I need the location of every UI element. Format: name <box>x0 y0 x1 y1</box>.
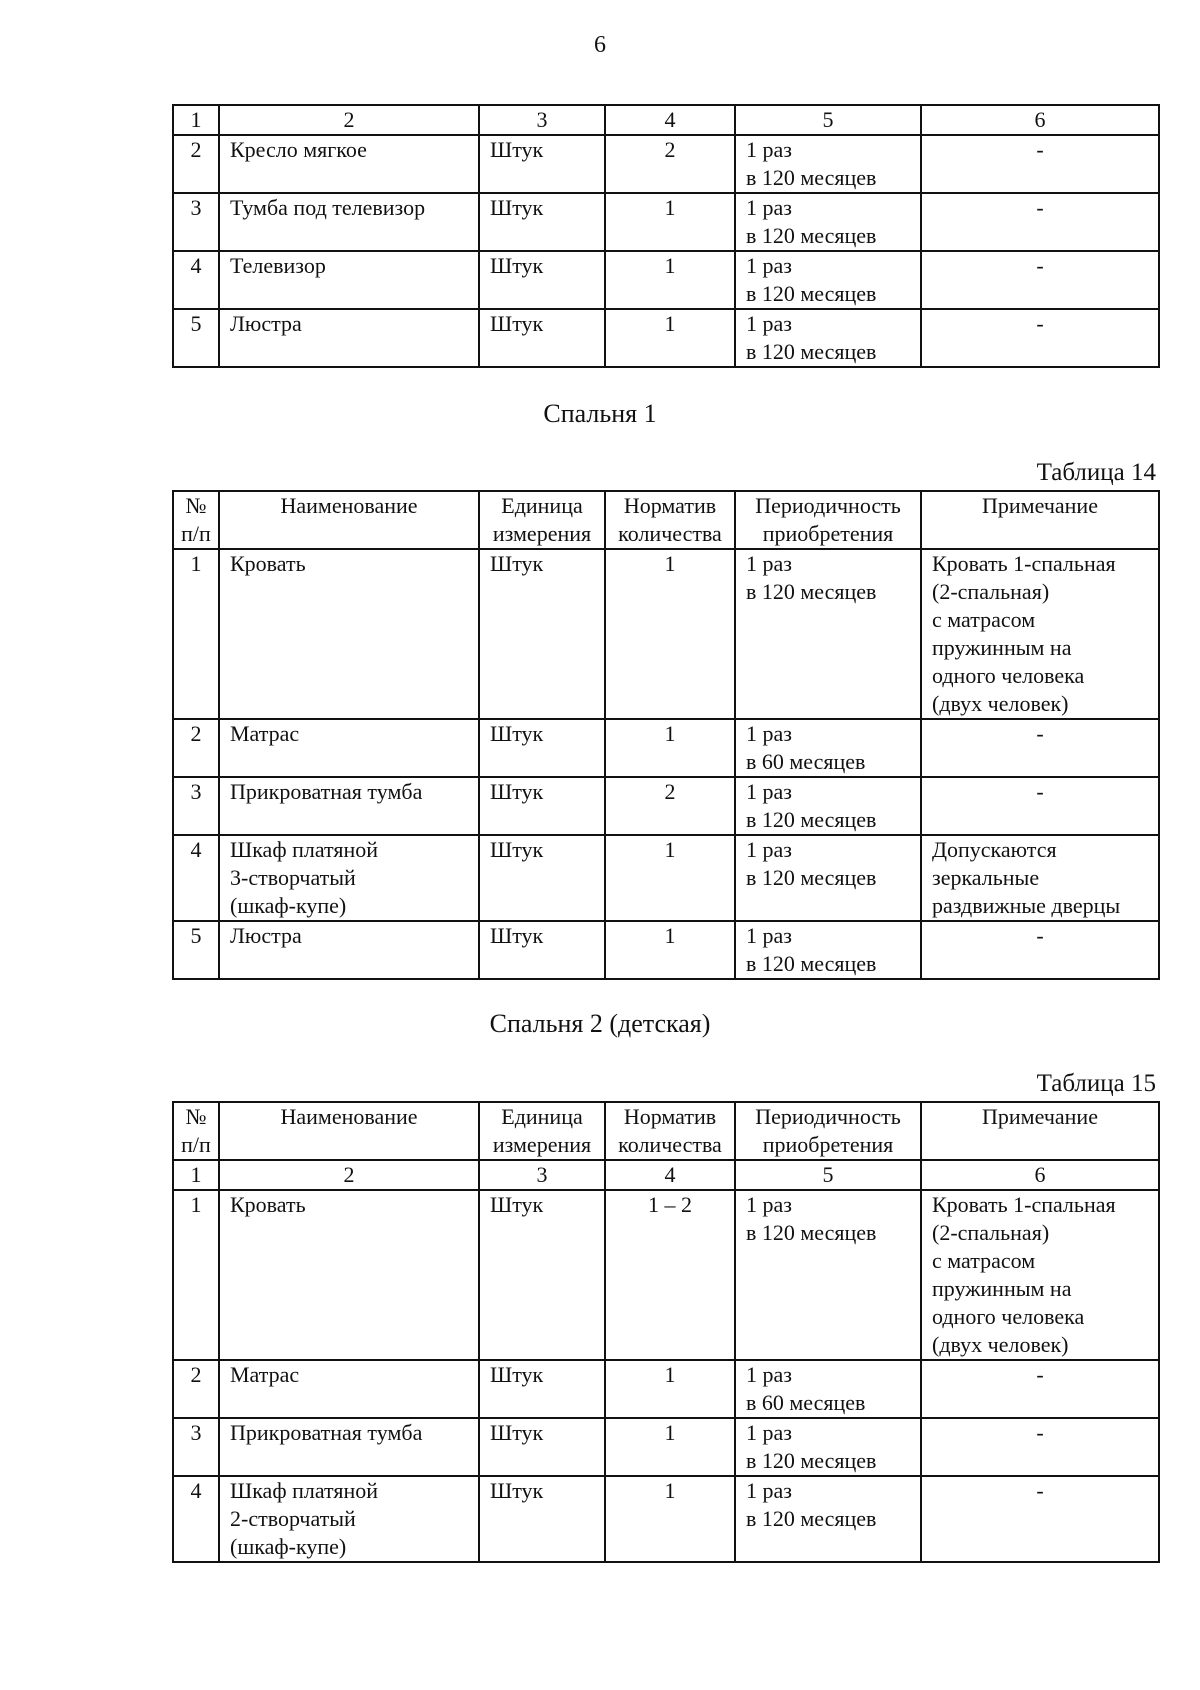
row-number: 4 <box>173 251 219 309</box>
row-number: 2 <box>173 719 219 777</box>
column-number: 3 <box>479 1160 605 1190</box>
item-note: - <box>921 1418 1159 1476</box>
item-unit: Штук <box>479 549 605 719</box>
row-number: 4 <box>173 1476 219 1562</box>
item-note: Кровать 1-спальная (2-спальная) с матрасом пружинным на одного человека (двух человек) <box>921 1190 1159 1360</box>
column-number: 2 <box>219 1160 479 1190</box>
item-note: Кровать 1-спальная (2-спальная) с матрасом пружинным на одного человека (двух человек) <box>921 549 1159 719</box>
column-number: 6 <box>921 105 1159 135</box>
item-name: Шкаф платяной 3-створчатый (шкаф-купе) <box>219 835 479 921</box>
item-note: - <box>921 777 1159 835</box>
item-unit: Штук <box>479 1190 605 1360</box>
item-unit: Штук <box>479 719 605 777</box>
item-unit: Штук <box>479 135 605 193</box>
item-period: 1 раз в 120 месяцев <box>735 309 921 367</box>
column-number: 3 <box>479 105 605 135</box>
header-num: № п/п <box>173 491 219 549</box>
item-name: Люстра <box>219 309 479 367</box>
item-name: Матрас <box>219 1360 479 1418</box>
header-name: Наименование <box>219 491 479 549</box>
header-note: Примечание <box>921 1102 1159 1160</box>
table-row <box>173 719 1159 777</box>
column-number: 2 <box>219 105 479 135</box>
column-number-row <box>173 105 1159 135</box>
header-num: № п/п <box>173 1102 219 1160</box>
row-number: 2 <box>173 1360 219 1418</box>
item-unit: Штук <box>479 777 605 835</box>
column-number-row <box>173 1160 1159 1190</box>
item-unit: Штук <box>479 1418 605 1476</box>
item-quantity: 1 <box>605 193 735 251</box>
column-number: 1 <box>173 105 219 135</box>
table-15 <box>172 1101 1160 1563</box>
table-row <box>173 921 1159 979</box>
table-header-row <box>173 491 1159 549</box>
item-name: Телевизор <box>219 251 479 309</box>
item-period: 1 раз в 120 месяцев <box>735 549 921 719</box>
item-name: Шкаф платяной 2-створчатый (шкаф-купе) <box>219 1476 479 1562</box>
header-note: Примечание <box>921 491 1159 549</box>
item-name: Прикроватная тумба <box>219 777 479 835</box>
item-quantity: 1 <box>605 1360 735 1418</box>
item-quantity: 1 <box>605 309 735 367</box>
item-name: Матрас <box>219 719 479 777</box>
item-note: Допускаются зеркальные раздвижные дверцы <box>921 835 1159 921</box>
item-period: 1 раз в 60 месяцев <box>735 1360 921 1418</box>
item-quantity: 2 <box>605 135 735 193</box>
item-name: Прикроватная тумба <box>219 1418 479 1476</box>
row-number: 5 <box>173 921 219 979</box>
item-quantity: 1 <box>605 921 735 979</box>
item-period: 1 раз в 120 месяцев <box>735 777 921 835</box>
table-caption-14: Таблица 14 <box>1036 459 1156 486</box>
header-quantity: Норматив количества <box>605 1102 735 1160</box>
header-unit: Единица измерения <box>479 491 605 549</box>
item-period: 1 раз в 60 месяцев <box>735 719 921 777</box>
item-unit: Штук <box>479 1476 605 1562</box>
item-period: 1 раз в 120 месяцев <box>735 135 921 193</box>
column-number: 5 <box>735 1160 921 1190</box>
header-unit: Единица измерения <box>479 1102 605 1160</box>
column-number: 4 <box>605 1160 735 1190</box>
table-caption-15: Таблица 15 <box>1036 1070 1156 1097</box>
item-unit: Штук <box>479 921 605 979</box>
item-name: Кровать <box>219 549 479 719</box>
item-quantity: 1 <box>605 1476 735 1562</box>
section-title-bedroom-1: Спальня 1 <box>543 399 657 428</box>
item-name: Люстра <box>219 921 479 979</box>
item-name: Тумба под телевизор <box>219 193 479 251</box>
item-period: 1 раз в 120 месяцев <box>735 1190 921 1360</box>
item-name: Кровать <box>219 1190 479 1360</box>
header-quantity: Норматив количества <box>605 491 735 549</box>
row-number: 3 <box>173 193 219 251</box>
table-header-row <box>173 1102 1159 1160</box>
row-number: 2 <box>173 135 219 193</box>
table-row <box>173 251 1159 309</box>
column-number: 4 <box>605 105 735 135</box>
header-period: Периодичность приобретения <box>735 491 921 549</box>
item-unit: Штук <box>479 193 605 251</box>
item-note: - <box>921 193 1159 251</box>
table-row <box>173 549 1159 719</box>
item-quantity: 1 <box>605 719 735 777</box>
item-unit: Штук <box>479 1360 605 1418</box>
item-period: 1 раз в 120 месяцев <box>735 1418 921 1476</box>
item-note: - <box>921 1360 1159 1418</box>
table-row <box>173 1418 1159 1476</box>
item-quantity: 2 <box>605 777 735 835</box>
table-row <box>173 1360 1159 1418</box>
item-note: - <box>921 251 1159 309</box>
row-number: 3 <box>173 1418 219 1476</box>
item-quantity: 1 <box>605 1418 735 1476</box>
table-row <box>173 135 1159 193</box>
item-quantity: 1 <box>605 251 735 309</box>
item-quantity: 1 <box>605 549 735 719</box>
table-row <box>173 1190 1159 1360</box>
item-period: 1 раз в 120 месяцев <box>735 251 921 309</box>
row-number: 1 <box>173 1190 219 1360</box>
item-note: - <box>921 309 1159 367</box>
table-row <box>173 193 1159 251</box>
item-quantity: 1 – 2 <box>605 1190 735 1360</box>
column-number: 6 <box>921 1160 1159 1190</box>
item-unit: Штук <box>479 835 605 921</box>
item-period: 1 раз в 120 месяцев <box>735 835 921 921</box>
item-note: - <box>921 719 1159 777</box>
row-number: 3 <box>173 777 219 835</box>
item-period: 1 раз в 120 месяцев <box>735 193 921 251</box>
column-number: 1 <box>173 1160 219 1190</box>
table-14 <box>172 490 1160 980</box>
item-unit: Штук <box>479 251 605 309</box>
furniture-table-continued <box>172 104 1160 368</box>
table-row <box>173 309 1159 367</box>
table-row <box>173 777 1159 835</box>
item-quantity: 1 <box>605 835 735 921</box>
section-title-bedroom-2: Спальня 2 (детская) <box>489 1009 711 1038</box>
header-name: Наименование <box>219 1102 479 1160</box>
item-name: Кресло мягкое <box>219 135 479 193</box>
row-number: 4 <box>173 835 219 921</box>
item-note: - <box>921 1476 1159 1562</box>
column-number: 5 <box>735 105 921 135</box>
item-unit: Штук <box>479 309 605 367</box>
row-number: 5 <box>173 309 219 367</box>
header-period: Периодичность приобретения <box>735 1102 921 1160</box>
table-row <box>173 1476 1159 1562</box>
page-number: 6 <box>594 32 606 58</box>
item-note: - <box>921 921 1159 979</box>
item-note: - <box>921 135 1159 193</box>
row-number: 1 <box>173 549 219 719</box>
item-period: 1 раз в 120 месяцев <box>735 1476 921 1562</box>
table-row <box>173 835 1159 921</box>
item-period: 1 раз в 120 месяцев <box>735 921 921 979</box>
